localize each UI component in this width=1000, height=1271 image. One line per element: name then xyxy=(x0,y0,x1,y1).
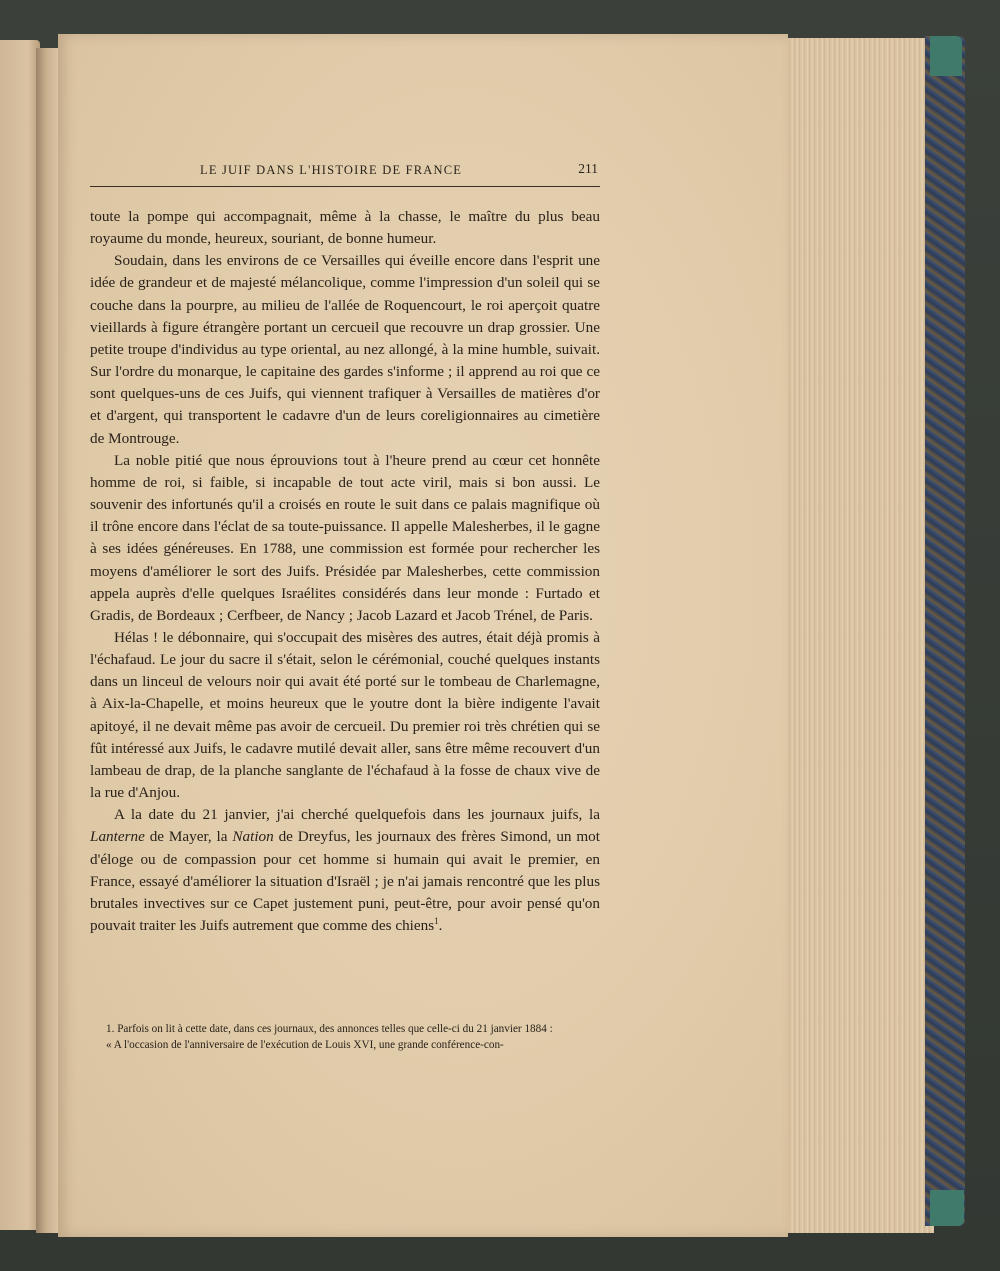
paragraph-5-start: A la date du 21 janvier, j'ai cherché quelquefois dans les journaux juifs, la xyxy=(114,806,600,824)
cover-corner-bottom xyxy=(930,1190,964,1226)
body-text xyxy=(90,206,600,937)
page-header xyxy=(90,160,600,182)
paragraph-5-mid: de Mayer, la xyxy=(144,828,233,846)
newspaper-title-nation: Nation xyxy=(232,828,274,846)
previous-page-edge xyxy=(0,40,40,1230)
paragraph-5-end: de Dreyfus, les journaux des frères Simond, un mot d'éloge ou de compassion pour cet homme si humain qui avait le premier, en France, essayé d'améliorer la situation d'Israël ; je n'ai jamais rencontré que les plus brutales invectives sur ce Capet justement puni, peut-être, pour avoir pensé qu'on pouvait traiter les Juifs autrement que comme des chiens xyxy=(90,828,600,934)
newspaper-title-lanterne: Lanterne xyxy=(90,828,145,846)
paragraph-5-tail: . xyxy=(438,917,443,934)
book-cover-board xyxy=(925,36,965,1226)
header-rule xyxy=(90,186,600,187)
cover-corner-top xyxy=(930,36,962,76)
footnotes xyxy=(90,1022,600,1053)
paragraph-4: Hélas ! le débonnaire, qui s'occupait des misères des autres, était déjà promis à l'échafaud. Le jour du sacre il s'était, selon le cérémonial, couché quelques instants dans un linceul de velours noir qui avait été porté sur le tombeau de Charlemagne, à Aix-la-Chapelle, et moins heureux que le youtre dont la bière indigente l'avait apitoyé, il ne devait même pas avoir de cercueil. Du premier roi très chrétien qui se fût intéressé aux Juifs, le cadavre mutilé devait aller, sans être même recouvert d'un lambeau de drap, de la planche sanglante de l'échafaud à la fosse de chaux vive de la rue d'Anjou. xyxy=(90,628,600,802)
footnote-1: 1. Parfois on lit à cette date, dans ces journaux, des annonces telles que celle-ci du 21 janvier 1884 : xyxy=(106,1023,553,1035)
footnote-reference: 1 xyxy=(434,915,439,926)
running-title: LE JUIF DANS L'HISTOIRE DE FRANCE xyxy=(200,163,463,177)
page-edges xyxy=(784,38,934,1233)
paragraph-1: toute la pompe qui accompagnait, même à la chasse, le maître du plus beau royaume du monde, heureux, souriant, de bonne humeur. xyxy=(90,208,600,248)
paragraph-3: La noble pitié que nous éprouvions tout à l'heure prend au cœur cet honnête homme de roi, si faible, si incapable de tout acte viril, mais si bon aussi. Le souvenir des infortunés qu'il a croisés en route le suit dans ce palais magnifique où il trône encore dans l'éclat de sa toute-puissance. Il appelle Malesherbes, il le gagne à ses idées généreuses. En 1788, une commission est formée pour rechercher les moyens d'améliorer le sort des Juifs. Présidée par Malesherbes, cette commission appela auprès d'elle quelques Israélites considérés dans leur monde : Furtado et Gradis, de Bordeaux ; Cerfbeer, de Nancy ; Jacob Lazard et Jacob Trénel, de Paris. xyxy=(90,451,600,624)
paragraph-5 xyxy=(90,804,600,937)
footnote-1-quote: « A l'occasion de l'anniversaire de l'exécution de Louis XVI, une grande conférence-con- xyxy=(106,1038,504,1051)
page-number: 211 xyxy=(578,161,598,176)
paragraph-2: Soudain, dans les environs de ce Versailles qui éveille encore dans l'esprit une idée de grandeur et de majesté mélancolique, comme l'impression d'un soleil qui se couche dans la pourpre, au milieu de l'allée de Roquencourt, le roi aperçoit quatre vieillards à figure étrangère portant un cercueil que recouvre un drap grossier. Une petite troupe d'individus au type oriental, au nez allongé, à la mine humble, suivait. Sur l'ordre du monarque, le capitaine des gardes s'informe ; il apprend au roi que ce sont quelques-uns de ces Juifs, qui viennent trafiquer à Versailles de matières d'or et d'argent, qui transportent le cadavre d'un de leurs coreligionnaires au cimetière de Montrouge. xyxy=(90,252,600,447)
